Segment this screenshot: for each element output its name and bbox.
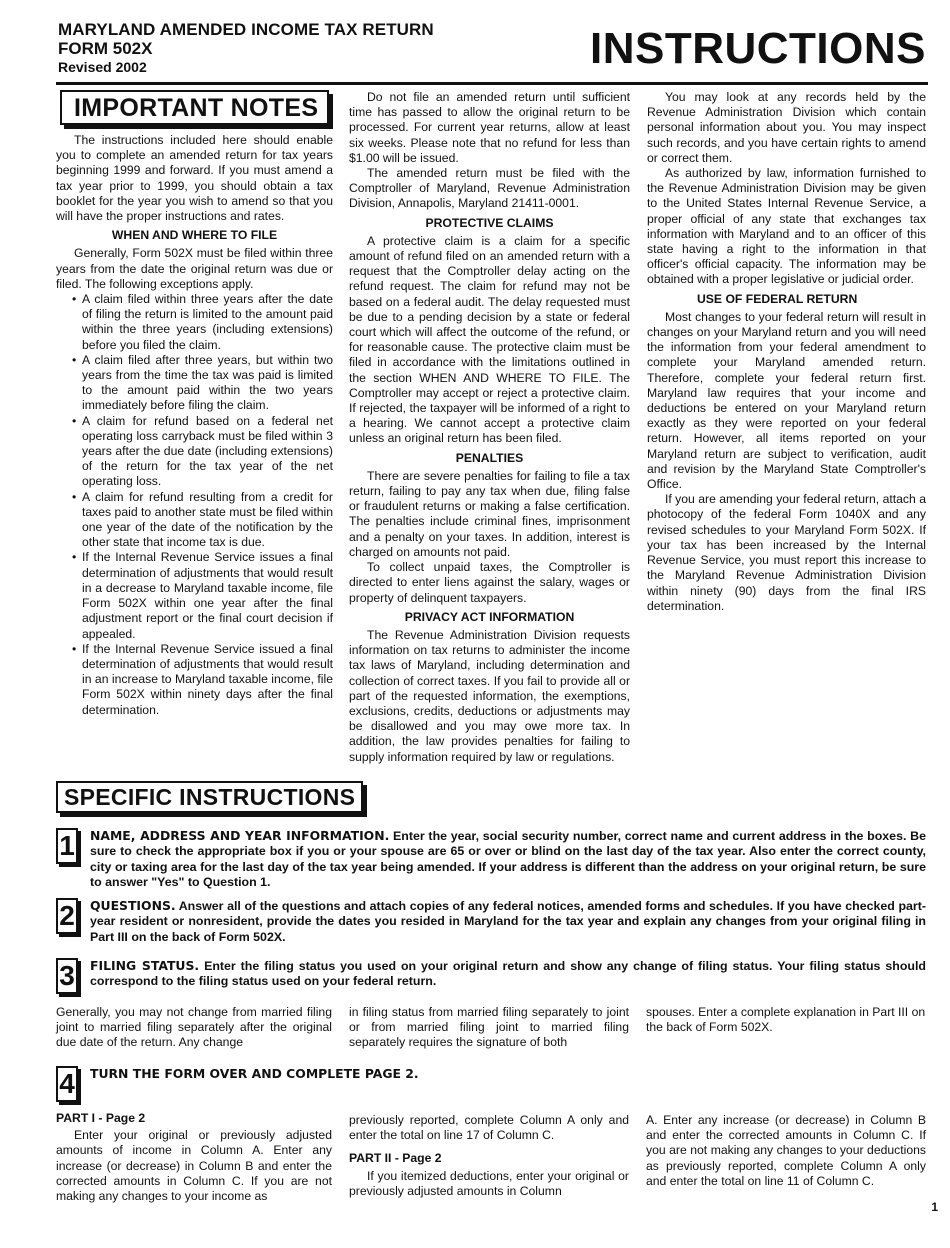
- specific-instructions-heading: SPECIFIC INSTRUCTIONS: [56, 781, 363, 813]
- privacy-act-heading: PRIVACY ACT INFORMATION: [404, 609, 575, 624]
- filing-status-col-3: spouses. Enter a complete explanation in Part III on the back of Form 502X.: [646, 1005, 926, 1035]
- authorization-paragraph: As authorized by law, information furnished to the Revenue Administration Division may be given to the United States Internal Revenue Service, a proper official of any state that exchanges tax information with Maryland and to an officer of this state having a right to the information in that officer's official capacity. The information may be obtained with a proper legislative or judicial order.: [647, 166, 926, 287]
- protective-claims-text: A protective claim is a claim for a specific amount of refund filed on an amended return with a request that the Comptroller delay acting on the refund request. The claim for refund may not be based on a federal audit. The delay requested must be due to a pending decision by a state or federal court which will affect the outcome of the refund, or for reasonable cause. The protective claim must be filed in accordance with the limitations outlined in the section WHEN AND WHERE TO FILE. The Comptroller may accept or reject a protective claim. If rejected, the taxpayer will be informed of a right to a hearing. We cannot accept a protective claim unless an original return has been filed.: [349, 233, 630, 446]
- federal-return-heading: USE OF FEDERAL RETURN: [697, 291, 858, 306]
- when-where-text: Generally, Form 502X must be filed within three years from the date the original return was due or filed. The following exceptions apply.: [56, 246, 333, 291]
- protective-claims-heading: PROTECTIVE CLAIMS: [425, 215, 554, 230]
- step-text: [90, 898, 926, 945]
- step-body: Answer all of the questions and attach copies of any federal notices, amended forms and schedules. If you have checked part-year resident or nonresident, provide the dates you resided in Maryland for the tax year and explain any changes from your original filing in Part III on the back of Form 502X.: [90, 899, 927, 944]
- part-2-section: [349, 1113, 629, 1199]
- form-number: FORM 502X: [58, 39, 153, 59]
- liens-text: To collect unpaid taxes, the Comptroller is directed to enter liens against the salary, wages or property of delinquent taxpayers.: [349, 560, 630, 605]
- step-number: 2: [56, 898, 78, 934]
- step-body: Enter the year, social security number, correct name and current address in the boxes. Be sure to check the appropriate box if you or your spouse are 65 or over or blind on the last day of the tax year. Also enter the correct county, city or taxing area for the last day of the tax year being amended. If your address is different than the address on your original return, be sure to answer "Yes" to Question 1.: [90, 829, 926, 890]
- step-number: 3: [56, 958, 78, 994]
- list-item: • If the Internal Revenue Service issued a final determination of adjustments that would result in an increase to Maryland taxable income, file Form 502X within ninety days after the final determination.: [56, 642, 333, 718]
- column-2: [349, 90, 630, 765]
- part-2-text: If you itemized deductions, enter your original or previously adjusted amounts in Column: [349, 1168, 629, 1198]
- privacy-act-text: The Revenue Administration Division requests information on tax returns to administer the income tax laws of Maryland, including determination and collection of correct taxes. If you fail to provide all or part of the requested information, the exemptions, exclusions, credits, deductions or adjustments may be disallowed and you may owe more tax. In addition, the law provides penalties for failing to supply information required by law or regulations.: [349, 627, 630, 764]
- form-header: [58, 20, 434, 76]
- list-item: • If the Internal Revenue Service issues a final determination of adjustments that would result in a decrease to Maryland taxable income, file Form 502X within one year after the final adjustment report or the final court decision if appealed.: [56, 550, 333, 641]
- list-item: • A claim for refund based on a federal net operating loss carryback must be filed within 3 years after the due date (including extensions) of the return for the tax year of the net operating loss.: [56, 414, 333, 490]
- list-item: • A claim for refund resulting from a credit for taxes paid to another state must be filed within one year of the date of the notification by the other state that income tax is due.: [56, 490, 333, 551]
- timing-paragraph: Do not file an amended return until sufficient time has passed to allow the original return to be processed. For current year returns, allow at least six weeks. Please note that no refund for less than $1.00 will be issued.: [349, 90, 630, 165]
- step-text: [90, 958, 926, 990]
- records-paragraph: You may look at any records held by the Revenue Administration Division which contain personal information about you. You may inspect such records, and you have certain rights to amend or correct them.: [647, 90, 926, 165]
- specific-instructions: [56, 781, 363, 813]
- penalties-heading: PENALTIES: [455, 450, 524, 465]
- part-1-section: [56, 1111, 332, 1204]
- part-1-text: Enter your original or previously adjusted amounts of income in Column A. Enter any increase (or decrease) in Column B and enter the corrected amounts in Column C. If you are not making any changes to your income as: [56, 1128, 332, 1204]
- step-body: Enter the filing status you used on your original return and show any change of filing status. Your filing status should correspond to the filing status used on your federal return.: [90, 959, 926, 989]
- form-title-line: MARYLAND AMENDED INCOME TAX RETURN: [58, 20, 434, 39]
- part-1-heading: PART I - Page 2: [56, 1111, 146, 1125]
- header-divider: [56, 82, 928, 85]
- step-text: [90, 828, 926, 891]
- part-2-heading: PART II - Page 2: [349, 1151, 442, 1166]
- step-keyword: NAME, ADDRESS AND YEAR INFORMATION.: [90, 828, 390, 843]
- step-number: 4: [56, 1066, 78, 1102]
- column-1: [56, 86, 333, 718]
- page-title: INSTRUCTIONS: [590, 24, 926, 73]
- penalties-text: There are severe penalties for failing to file a tax return, failing to pay any tax when due, filing false or fraudulent returns or making a false certification. The penalties include criminal fines, imprisonment and a penalty on your taxes. In addition, interest is charged on amounts not paid.: [349, 468, 630, 559]
- filing-status-col-1: Generally, you may not change from married filing joint to married filing separately after the original due date of the return. Any change: [56, 1005, 332, 1050]
- intro-paragraph: The instructions included here should enable you to complete an amended return for tax years beginning 1999 and forward. If you must amend a tax year prior to 1999, you should obtain a tax booklet for the year you wish to amend so that you will have the proper instructions and rates.: [56, 133, 333, 224]
- federal-return-text: Most changes to your federal return will result in changes on your Maryland return and you will need the information from your federal amendment to complete your Maryland amended return. Therefore, complete your federal return first. Maryland law requires that your income and deductions be entered on your Maryland return exactly as they were reported on your federal return. However, all items reported on your Maryland return are subject to verification, audit and revision by the Maryland State Comptroller's Office.: [647, 309, 926, 492]
- when-where-heading: WHEN AND WHERE TO FILE: [111, 228, 278, 243]
- part-1-continued: previously reported, complete Column A only and enter the total on line 17 of Column C.: [349, 1113, 629, 1143]
- filing-address-paragraph: The amended return must be filed with the Comptroller of Maryland, Revenue Administration Division, Annapolis, Maryland 21411-0001.: [349, 166, 630, 211]
- step-text: [90, 1066, 926, 1082]
- list-item: • A claim filed within three years after the date of filing the return is limited to the amount paid within the three years (including extensions) before you filed the claim.: [56, 292, 333, 353]
- important-notes-heading: IMPORTANT NOTES: [60, 90, 329, 125]
- step-keyword: FILING STATUS.: [90, 958, 200, 973]
- page-number: 1: [931, 1200, 938, 1214]
- part-2-continued: A. Enter any increase (or decrease) in Column B and enter the corrected amounts in Column C. If you are not making any changes to your deductions as previously reported, complete Column A only and enter the total on line 11 of Column C.: [646, 1113, 926, 1188]
- revision-date: Revised 2002: [58, 59, 147, 76]
- filing-status-col-2: in filing status from married filing separately to joint or from married filing joint to married filing separately requires the signature of both: [349, 1005, 629, 1050]
- step-keyword: QUESTIONS.: [90, 898, 176, 913]
- exceptions-list: [56, 292, 333, 718]
- column-3: [647, 90, 926, 614]
- list-item: • A claim filed after three years, but within two years from the time the tax was paid is limited to the amount paid within the two years immediately before filing the claim.: [56, 353, 333, 414]
- step-keyword: TURN THE FORM OVER AND COMPLETE PAGE 2.: [90, 1066, 419, 1081]
- amending-federal-text: If you are amending your federal return, attach a photocopy of the federal Form 1040X and any revised schedules to your Maryland Form 502X. If your tax has been increased by the Internal Revenue Service, you must report this increase to the Maryland Revenue Administration Division within ninety (90) days from the final IRS determination.: [647, 492, 926, 613]
- step-number: 1: [56, 828, 78, 864]
